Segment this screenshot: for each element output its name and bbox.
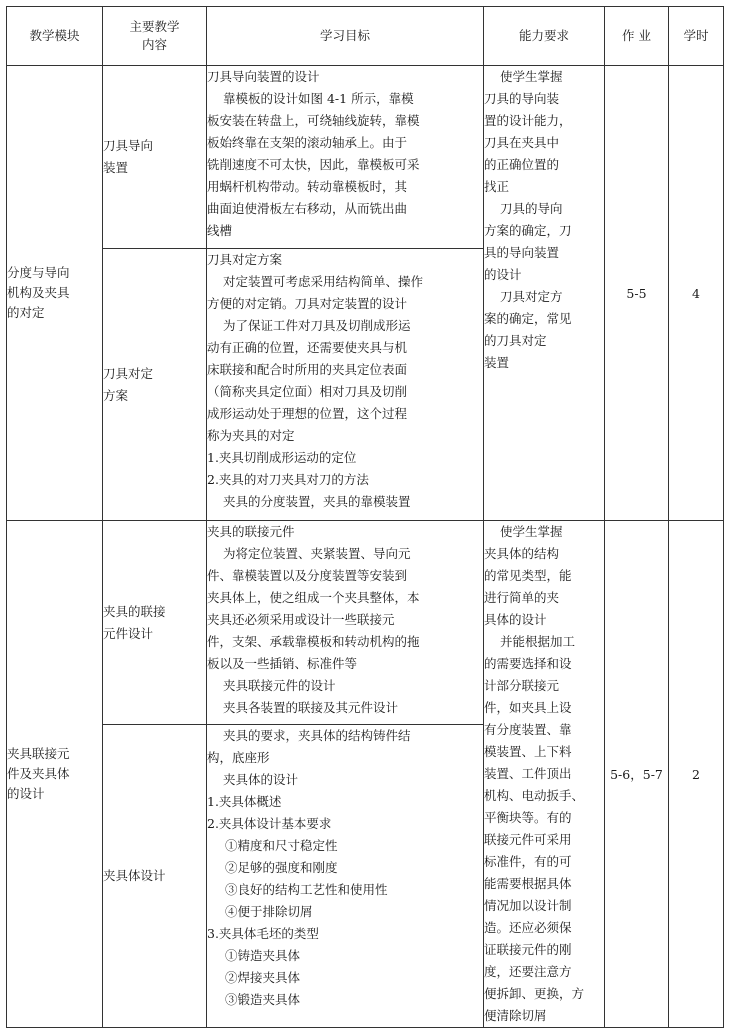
- ability-cell: [484, 66, 605, 521]
- header-content: 主要教学 内容: [103, 7, 207, 66]
- ability-line: 证联接元件的刚: [484, 942, 572, 957]
- content-title-line: 方案: [103, 387, 129, 403]
- module-cell: [7, 521, 103, 1028]
- objective-line: 夹具的联接元件: [207, 524, 295, 539]
- ability-line: 刀具对定方: [500, 289, 563, 304]
- module-title-line: 的对定: [7, 305, 45, 320]
- ability-line: 装置、工件顶出: [484, 766, 572, 781]
- content-cell: [103, 521, 207, 725]
- ability-line: 具体的设计: [484, 612, 547, 627]
- objective-line: 板始终靠在支架的滚动轴承上。由于: [207, 135, 408, 150]
- content-title-line: 装置: [103, 160, 129, 175]
- hours-cell: 2: [669, 521, 724, 1028]
- ability-line: 方案的确定，刀: [484, 223, 572, 238]
- ability-line: 置的设计能力，: [484, 113, 572, 128]
- table-row: [7, 66, 724, 249]
- table-row: [7, 521, 724, 725]
- module-title-line: 分度与导向: [7, 265, 70, 280]
- objective-line: 件，支架、承载靠模板和转动机构的拖: [207, 634, 420, 649]
- objective-line: ④便于排除切屑: [225, 904, 313, 920]
- ability-line: 装置: [484, 355, 510, 370]
- objective-line: 3.夹具体毛坯的类型: [207, 926, 319, 942]
- ability-line: 计部分联接元: [484, 678, 560, 693]
- ability-line: 的正确位置的: [484, 157, 560, 172]
- ability-line: 的设计: [484, 267, 522, 282]
- syllabus-table: [6, 6, 724, 1028]
- ability-line: 刀具的导向装: [484, 91, 560, 106]
- objective-cell: [207, 725, 484, 1028]
- objective-line: 1.夹具体概述: [207, 794, 282, 810]
- ability-line: 刀具的导向: [500, 201, 563, 216]
- objective-cell: [207, 249, 484, 521]
- objective-line: 板安装在转盘上，可绕轴线旋转，靠模: [207, 113, 420, 128]
- ability-line: 进行简单的夹: [484, 590, 560, 605]
- ability-line: 的需要选择和设: [484, 656, 572, 671]
- content-cell: [103, 66, 207, 249]
- module-title-line: 件及夹具体: [7, 766, 70, 781]
- ability-line: 并能根据加工: [500, 634, 576, 649]
- content-cell: [103, 249, 207, 521]
- content-title-line: 刀具对定: [103, 365, 154, 381]
- ability-cell: [484, 521, 605, 1028]
- ability-line: 造。还应必须保: [484, 920, 572, 935]
- ability-line: 找正: [484, 179, 510, 194]
- module-title-line: 夹具联接元: [7, 746, 70, 761]
- objective-line: 1.夹具切削成形运动的定位: [207, 450, 357, 465]
- header-hours: 学时: [669, 7, 724, 66]
- objective-line: 方便的对定销。刀具对定装置的设计: [207, 296, 408, 311]
- objective-line: 用蜗杆机构带动。转动靠模板时，其: [207, 179, 408, 194]
- module-title-line: 机构及夹具: [7, 285, 70, 300]
- ability-line: 便拆卸、更换，方: [484, 986, 585, 1001]
- module-cell: [7, 66, 103, 521]
- objective-line: 对定装置可考虑采用结构简单、操作: [223, 274, 424, 289]
- content-title-line: 夹具体设计: [103, 868, 166, 884]
- ability-line: 的常见类型，能: [484, 568, 572, 583]
- objective-line: ②足够的强度和刚度: [225, 860, 338, 876]
- ability-line: 度，还要注意方: [484, 964, 572, 979]
- objective-line: （简称夹具定位面）相对刀具及切削: [207, 384, 408, 399]
- content-title-line: 元件设计: [103, 625, 154, 641]
- header-row: [7, 7, 724, 66]
- objective-line: 板以及一些插销、标准件等: [207, 656, 358, 671]
- ability-line: 标准件，有的可: [484, 854, 572, 869]
- objective-line: 夹具的要求，夹具体的结构铸件结: [223, 728, 411, 744]
- objective-line: 2.夹具体设计基本要求: [207, 816, 332, 832]
- objective-line: 件、靠模装置以及分度装置等安装到: [207, 568, 408, 583]
- content-cell: [103, 725, 207, 1028]
- ability-line: 使学生掌握: [500, 524, 563, 539]
- ability-line: 平衡块等。有的: [484, 810, 572, 825]
- ability-line: 有分度装置、靠: [484, 722, 572, 737]
- objective-line: 称为夹具的对定: [207, 428, 295, 443]
- hours-cell: 4: [669, 66, 724, 521]
- header-objectives: 学习目标: [207, 7, 484, 66]
- objective-line: 夹具体上，使之组成一个夹具整体，本: [207, 590, 420, 605]
- ability-line: 便清除切屑: [484, 1008, 547, 1023]
- objective-cell: [207, 66, 484, 249]
- objective-line: ①精度和尺寸稳定性: [225, 838, 338, 854]
- objective-line: ③良好的结构工艺性和使用性: [225, 882, 388, 898]
- header-homework: 作 业: [605, 7, 669, 66]
- objective-line: 铣削速度不可太快，因此，靠模板可采: [207, 157, 420, 172]
- objective-line: 成形运动处于理想的位置，这个过程: [207, 406, 408, 421]
- objective-line: 刀具对定方案: [207, 252, 283, 267]
- objective-line: 动有正确的位置，还需要使夹具与机: [207, 340, 408, 355]
- objective-line: 为将定位装置、夹紧装置、导向元: [223, 546, 411, 561]
- ability-line: 件，如夹具上设: [484, 700, 572, 715]
- homework-cell: 5-6，5-7: [605, 521, 669, 1028]
- objective-line: 夹具联接元件的设计: [223, 678, 336, 693]
- header-module: 教学模块: [7, 7, 103, 66]
- header-ability: 能力要求: [484, 7, 605, 66]
- objective-line: 靠模板的设计如图 4-1 所示，靠模: [223, 91, 414, 106]
- module-title-line: 的设计: [7, 786, 45, 801]
- ability-line: 夹具体的结构: [484, 546, 560, 561]
- ability-line: 使学生掌握: [500, 69, 563, 84]
- objective-line: ②焊接夹具体: [225, 970, 301, 986]
- objective-line: 夹具各装置的联接及其元件设计: [223, 700, 399, 715]
- objective-line: 为了保证工件对刀具及切削成形运: [223, 318, 411, 333]
- objective-line: 夹具还必须采用或设计一些联接元: [207, 612, 395, 627]
- content-title-line: 刀具导向: [103, 138, 154, 153]
- objective-line: 2.夹具的对刀夹具对刀的方法: [207, 472, 369, 487]
- content-title-line: 夹具的联接: [103, 603, 166, 619]
- ability-line: 机构、电动扳手、: [484, 788, 585, 803]
- objective-line: 夹具体的设计: [223, 772, 299, 788]
- ability-line: 案的确定，常见: [484, 311, 572, 326]
- objective-line: 曲面迫使滑板左右移动，从而铣出曲: [207, 201, 408, 216]
- homework-cell: 5-5: [605, 66, 669, 521]
- ability-line: 能需要根据具体: [484, 876, 572, 891]
- objective-line: 刀具导向装置的设计: [207, 69, 320, 84]
- objective-cell: [207, 521, 484, 725]
- ability-line: 模装置、上下料: [484, 744, 572, 759]
- ability-line: 情况加以设计制: [484, 898, 572, 913]
- objective-line: ③锻造夹具体: [225, 992, 301, 1008]
- objective-line: 床联接和配合时所用的夹具定位表面: [207, 362, 408, 377]
- objective-line: 线槽: [207, 223, 233, 238]
- objective-line: ①铸造夹具体: [225, 948, 301, 964]
- ability-line: 具的导向装置: [484, 245, 560, 260]
- ability-line: 刀具在夹具中: [484, 135, 560, 150]
- objective-line: 夹具的分度装置，夹具的靠模装置: [223, 494, 411, 509]
- ability-line: 联接元件可采用: [484, 832, 572, 847]
- ability-line: 的刀具对定: [484, 333, 547, 348]
- objective-line: 构，底座形: [207, 750, 270, 766]
